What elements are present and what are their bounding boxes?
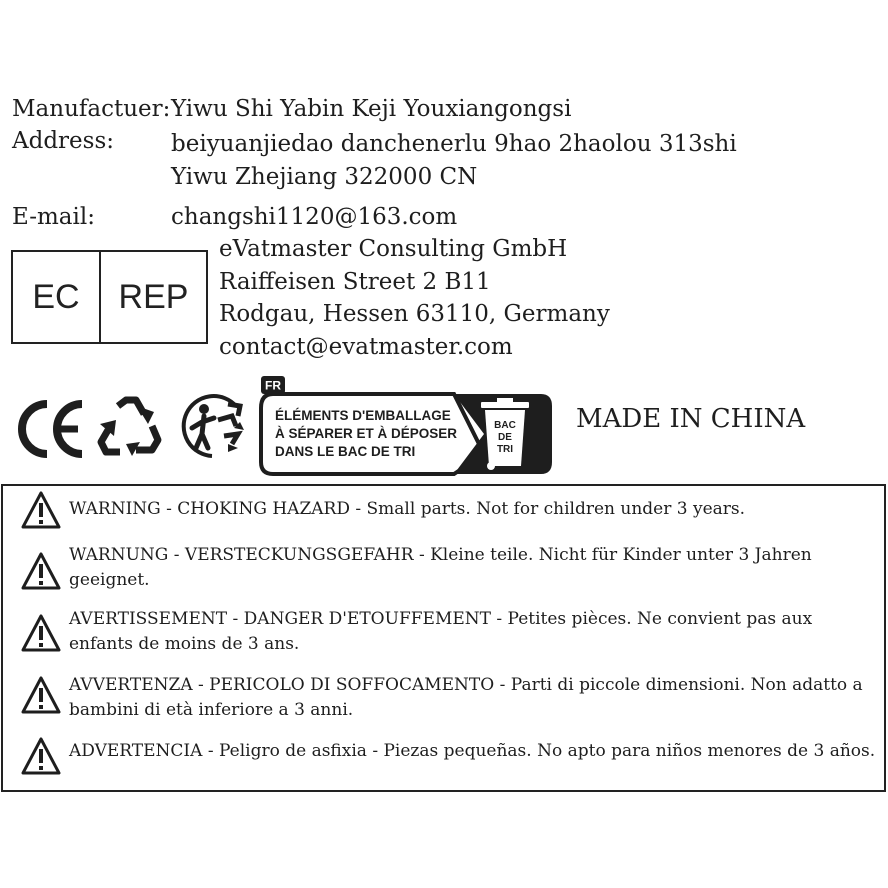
triman-line-2: À SÉPARER ET À DÉPOSER xyxy=(275,426,458,441)
warning-en-title: WARNING - CHOKING HAZARD xyxy=(69,499,350,519)
ec-rep-box-rep: REP xyxy=(118,277,189,316)
ec-rep-line-1: eVatmaster Consulting GmbH xyxy=(219,236,568,262)
warning-es xyxy=(69,739,877,764)
warning-fr-title: AVERTISSEMENT - DANGER D'ETOUFFEMENT xyxy=(69,609,491,629)
address-line-2: Yiwu Zhejiang 322000 CN xyxy=(171,164,478,190)
ec-rep-box xyxy=(11,250,208,344)
triman-label xyxy=(259,374,554,478)
warning-triangle-icon xyxy=(21,551,61,591)
warning-de xyxy=(69,543,869,593)
ec-rep-line-4: contact@evatmaster.com xyxy=(219,334,513,360)
address-label: Address: xyxy=(12,128,115,154)
ec-rep-box-ec: EC xyxy=(13,252,101,342)
warning-de-title: WARNUNG - VERSTECKUNGSGEFAHR xyxy=(69,545,414,565)
triman-icon xyxy=(178,392,250,460)
triman-fr-text: FR xyxy=(265,378,281,393)
warning-de-text: - Kleine teile. Nicht für Kinder unter 3 Jahren geeignet. xyxy=(69,545,812,590)
bin-text-2: DE xyxy=(498,432,512,443)
bin-text-3: TRI xyxy=(496,444,514,455)
triman-line-1: ÉLÉMENTS D'EMBALLAGE xyxy=(275,408,451,423)
ec-rep-line-3: Rodgau, Hessen 63110, Germany xyxy=(219,301,610,327)
warning-fr xyxy=(69,607,869,657)
warning-en xyxy=(69,497,869,522)
made-in-label: MADE IN CHINA xyxy=(576,404,806,434)
address-line-1: beiyuanjiedao danchenerlu 9hao 2haolou 313shi xyxy=(171,131,737,157)
manufacturer-label: Manufactuer: xyxy=(12,96,171,122)
warning-en-text: - Small parts. Not for children under 3 years. xyxy=(349,499,746,519)
manufacturer-value: Yiwu Shi Yabin Keji Youxiangongsi xyxy=(171,96,572,122)
email-value: changshi1120@163.com xyxy=(171,204,458,230)
email-label: E-mail: xyxy=(12,204,95,230)
bin-text-1: BAC xyxy=(494,420,516,431)
triman-line-3: DANS LE BAC DE TRI xyxy=(275,444,416,459)
warning-fr-text: - Petites pièces. Ne convient pas aux enfants de moins de 3 ans. xyxy=(69,609,813,654)
warning-es-text: - Peligro de asfixia - Piezas pequeñas. No apto para niños menores de 3 años. xyxy=(202,741,876,761)
warning-triangle-icon xyxy=(21,490,61,530)
warning-es-title: ADVERTENCIA xyxy=(69,741,203,761)
warning-triangle-icon xyxy=(21,675,61,715)
warning-it-title: AVVERTENZA - PERICOLO DI SOFFOCAMENTO xyxy=(69,675,495,695)
warning-triangle-icon xyxy=(21,613,61,653)
warning-it-text: - Parti di piccole dimensioni. Non adatto a bambini di età inferiore a 3 anni. xyxy=(69,675,863,720)
ec-rep-line-2: Raiffeisen Street 2 B11 xyxy=(219,269,491,295)
recycle-icon xyxy=(96,396,164,460)
warning-it xyxy=(69,673,877,723)
warning-triangle-icon xyxy=(21,736,61,776)
ce-mark-icon xyxy=(16,398,86,460)
